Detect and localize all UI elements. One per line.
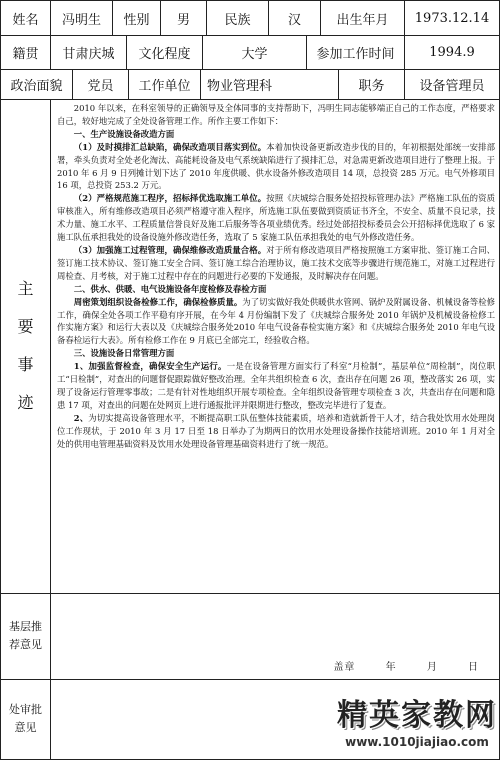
watermark-text: 精英家教网 [337,698,497,733]
education-label: 文化程度 [127,35,203,69]
section-2-p1-heading: 周密策划组织设备检修工作，确保检修质量。 [73,296,243,307]
section-1-p3-heading: （3）加强施工过程管理，确保维修改造质量合格。 [73,244,267,255]
intro-paragraph: 2010 年以来，在科室领导的正确领导及全体同事的支持帮助下，冯明生同志能够端正自己的工作态度，严格要求自己，较好地完成了全处设备管理工作。所作主要工作如下： [57,103,495,126]
workstart-value: 1994.9 [429,44,475,60]
watermark-url: www.1010jiajiao.com [345,735,489,749]
name-label: 姓名 [1,1,51,35]
year-label: 年 [385,662,397,673]
row-recommendation [1,593,499,680]
main-deeds-label [1,99,51,593]
recommendation-label-line: 基层推 [9,620,42,633]
section-1-p1-heading: （1）及时摸排汇总缺陷，确保改造项目落实到位。 [73,141,267,152]
main-deeds-content [57,102,495,450]
unit-label: 工作单位 [129,69,201,99]
section-1-p2-body: 按照《庆城综合服务处招投标管理办法》严格施工队伍的资质审核准入，所有维修改造项目必须严格遵守准入程序，所选施工队伍要做到资质证书齐全，不安全、质量不良记录，技术力量、施工水平、工程质量信誉良好及施工后服务等各项业绩优秀。经过处部招投标委员会公开招标择优选取了 6 家施工队伍承担我处的设备设施外修改造任务，选取了 5 家施工队伍承担我处的电气外修改造任务。 [57,193,496,243]
recommendation-label [1,593,51,679]
row-main-deeds [1,99,499,594]
gender-value: 男 [161,1,207,35]
position-label: 职务 [339,69,405,99]
ethnicity-label: 民族 [207,1,269,35]
row-approval [1,679,499,759]
origin-label: 籍贯 [1,35,51,69]
section-3-p2-heading: 2、 [73,412,89,423]
section-1-title: 一、生产设施设备改造方面 [73,128,175,139]
political-label: 政治面貌 [1,69,73,99]
section-3-p1-heading: 1、加强监督检查，确保安全生产运行。 [73,361,227,372]
gender-label: 性别 [113,1,161,35]
workstart-label: 参加工作时间 [307,35,405,69]
birth-label: 出生年月 [321,1,405,35]
section-2-p1-body: 为了切实做好我处供暖供水管网、锅炉及附属设备、机械设备等检修工作，确保全处各项工作平稳有序开展，在今年 4 月份编制下发了《庆城综合服务处 2010 年锅炉及机械设备检修工作实施方案》和运行大表以及《庆城综合服务处2010 年电气设备春检实施方案》和《庆城综合服务处 2010 年电气设备春检运行大表》。所有检修工作在 9 月底已全部完工，经验收合格。 [57,296,495,346]
section-1-paragraph-3 [57,244,495,283]
unit-value: 物业管理科 [201,69,339,99]
section-2-title: 二、供水、供暖、电气设施设备年度检修及春检方面 [73,283,267,294]
birth-value: 1973.12.14 [414,10,490,26]
section-1-p1-body: 本着加快设备更新改造步伐的目的，年初根据处部统一安排部署，牵头负责对全处老化淘汰、高能耗设备及电气系统缺陷进行了摸排汇总，对急需更新改造项目进行了整理上报。于 2010 年 6 月 9 日列摊计划下达了 2010 年度供暖、供水设备外修改造项目 14 项，总投资 285 万元。电气外修项目 16 项，总投资 253.2 万元。 [57,141,496,191]
main-deeds-label-char: 迹 [17,393,34,412]
origin-value: 甘肃庆城 [51,35,127,69]
education-value: 大学 [203,35,307,69]
position-value: 设备管理员 [419,78,485,94]
section-1-p3-body: 对于所有修改造项目严格按照施工方案审批、签订施工合同、签订施工技术协议、签订施工安全合同、签订施工综合治理协议，施工技术交底等步骤进行规范施工，对施工过程进行周检查、月考核，对于施工过程中存在的问题进行必要的下发通报，及时解决存在问题。 [57,244,496,281]
approval-label [1,679,51,759]
approval-label-line: 意见 [14,721,37,734]
recommendation-label-line: 荐意见 [9,638,42,651]
section-2-paragraph-1 [57,296,495,348]
section-3-p1-body: 一是在设备管理方面实行了科室“月检制”，基层单位“周检制”，岗位职工“日检制”，对查出的问题督促跟踪做好整改治理。全年共组织检查 6 次，查出存在问题 26 项，整改落实 26 项，实现了设备运行管理零事故；二是有针对性地组织开展专项检查。全年组织设备管理专项检查 3 次，共查出存在问题和隐患 17 项，对查出的问题在处网页上进行通报批评并限期进行整改，整改完毕进行了复查。 [57,361,496,410]
political-value: 党员 [73,69,129,99]
row-political-info [1,69,499,100]
seal-label: 盖章 [333,662,356,673]
section-3-paragraph-2 [57,412,495,451]
ethnicity-value: 汉 [269,1,321,35]
month-label: 月 [426,662,438,673]
seal-date-line [333,658,479,673]
name-value: 冯明生 [51,1,113,35]
row-basic-info [1,1,499,36]
section-3-p2-body: 为切实提高设备管理水平，不断提高职工队伍整体技能素质，培养和造就新骨干人才，结合我处饮用水处理岗位工作现状，于 2010 年 3 月 17 日至 18 日举办了为期两日的饮用水处理设备操作技能培训班。2010 年 1 月对全处的供用电管理基础资料及饮用水处理设备管理基础资料进行了统一规范。 [57,412,496,449]
main-deeds-label-char: 事 [17,355,34,374]
row-origin-info [1,35,499,70]
section-1-paragraph-1 [57,141,495,193]
main-deeds-label-char: 要 [17,317,34,336]
watermark-logo [337,697,497,757]
day-label: 日 [468,662,479,673]
section-1-paragraph-2 [57,192,495,244]
approval-label-line: 处审批 [9,703,42,716]
section-3-title: 三、设施设备日常管理方面 [73,348,175,359]
section-3-paragraph-1 [57,360,495,412]
main-deeds-label-char: 主 [17,279,34,298]
section-1-p2-heading: （2）严格规范施工程序，招标择优选取施工单位。 [73,193,267,204]
